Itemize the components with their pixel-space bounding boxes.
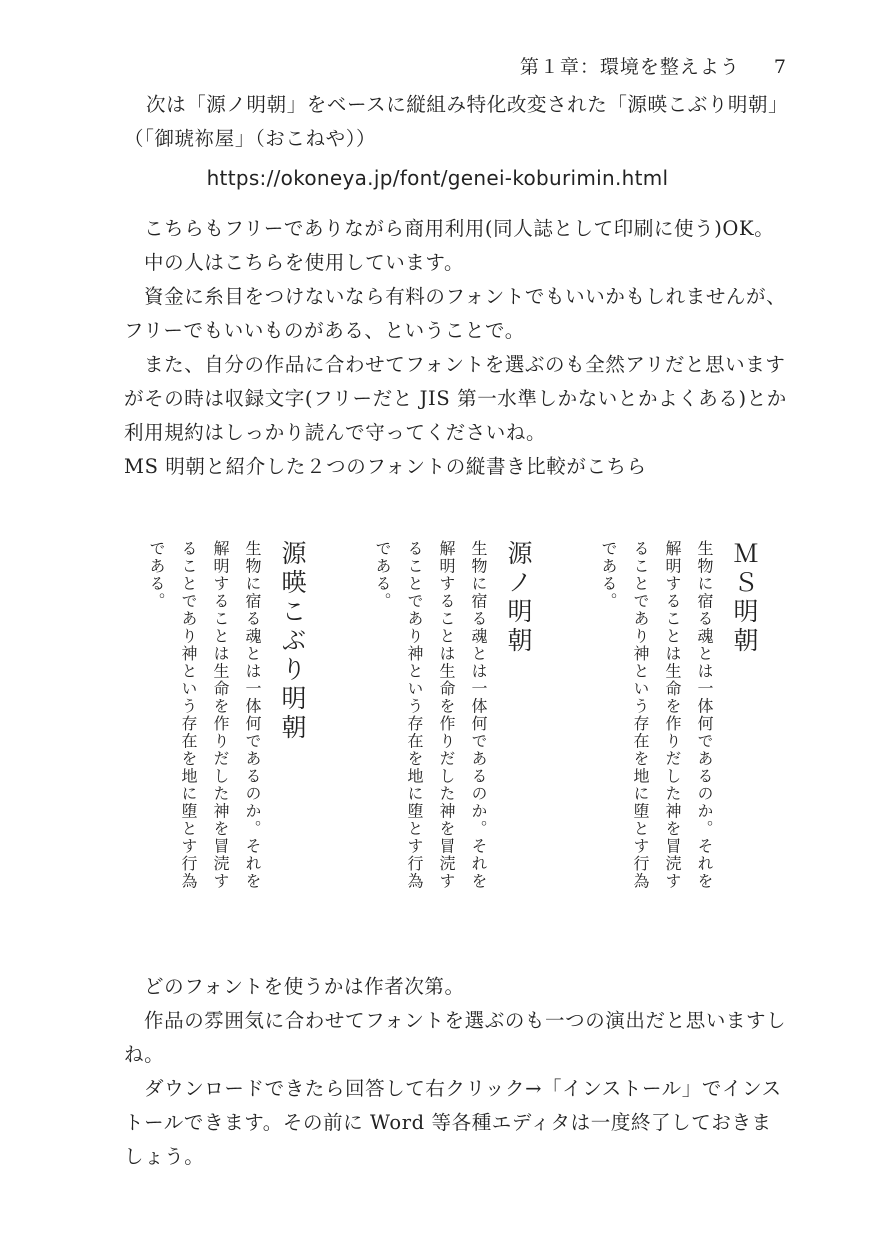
intro-line-2: （「御琥祢屋」（おこねや）） (124, 127, 377, 150)
intro-line-1: 次は「源ノ明朝」をベースに縦組み特化改変された「源暎こぶり明朝」 (146, 93, 789, 116)
page-header (520, 52, 787, 79)
paragraph-free-commercial: こちらもフリーでありながら商用利用(同人誌として印刷に使う)OK。 (144, 217, 775, 240)
font-name-ms-mincho: ＭＳ明朝 (730, 540, 759, 656)
paragraph-atmosphere: 作品の雰囲気に合わせてフォントを選ぶのも一つの演出だと思いますしね。 (124, 1009, 787, 1066)
paragraph-comparison-intro: MS 明朝と紹介した２つのフォントの縦書き比較がこちら (124, 455, 647, 478)
chapter-title: 第１章：環境を整えよう (519, 56, 740, 78)
paragraph-install: ダウンロードできたら回答して右クリック→「インストール」でインストールできます。その前に Word 等各種エディタは一度終了しておきましょう。 (124, 1077, 782, 1168)
comparison-column-source-han (366, 540, 534, 900)
comparison-column-genei-koburi (140, 540, 308, 900)
paragraph-paid-fonts: 資金に糸目をつけないなら有料のフォントでもいいかもしれませんが、フリーでもいいものがある、ということで。 (124, 285, 787, 342)
comparison-column-ms-mincho (592, 540, 760, 900)
font-url: https://okoneya.jp/font/genei-koburimin.html (206, 166, 669, 190)
paragraph-license: また、自分の作品に合わせてフォントを選ぶのも全然アリだと思いますがその時は収録文字(フリーだと JIS 第一水準しかないとかよくある)とか利用規約はしっかり読んで守ってくださいね。 (124, 353, 787, 444)
page-number: 7 (773, 56, 787, 78)
paragraph-author-choice: どのフォントを使うかは作者次第。 (144, 975, 465, 998)
font-name-source-han: 源ノ明朝 (504, 540, 533, 656)
sample-text-ms-mincho: 生物に宿る魂とは一体何であるのか。それを解明することは生命を作りだした神を冒涜することであり神という存在を地に堕とす行為である。 (599, 540, 714, 890)
font-name-genei-koburi: 源暎こぶり明朝 (278, 540, 307, 743)
sample-text-genei-koburi: 生物に宿る魂とは一体何であるのか。それを解明することは生命を作りだした神を冒涜することであり神という存在を地に堕とす行為である。 (147, 540, 262, 890)
sample-text-source-han: 生物に宿る魂とは一体何であるのか。それを解明することは生命を作りだした神を冒涜することであり神という存在を地に堕とす行為である。 (373, 540, 488, 890)
paragraph-using: 中の人はこちらを使用しています。 (144, 251, 465, 274)
vertical-comparison (147, 540, 760, 940)
